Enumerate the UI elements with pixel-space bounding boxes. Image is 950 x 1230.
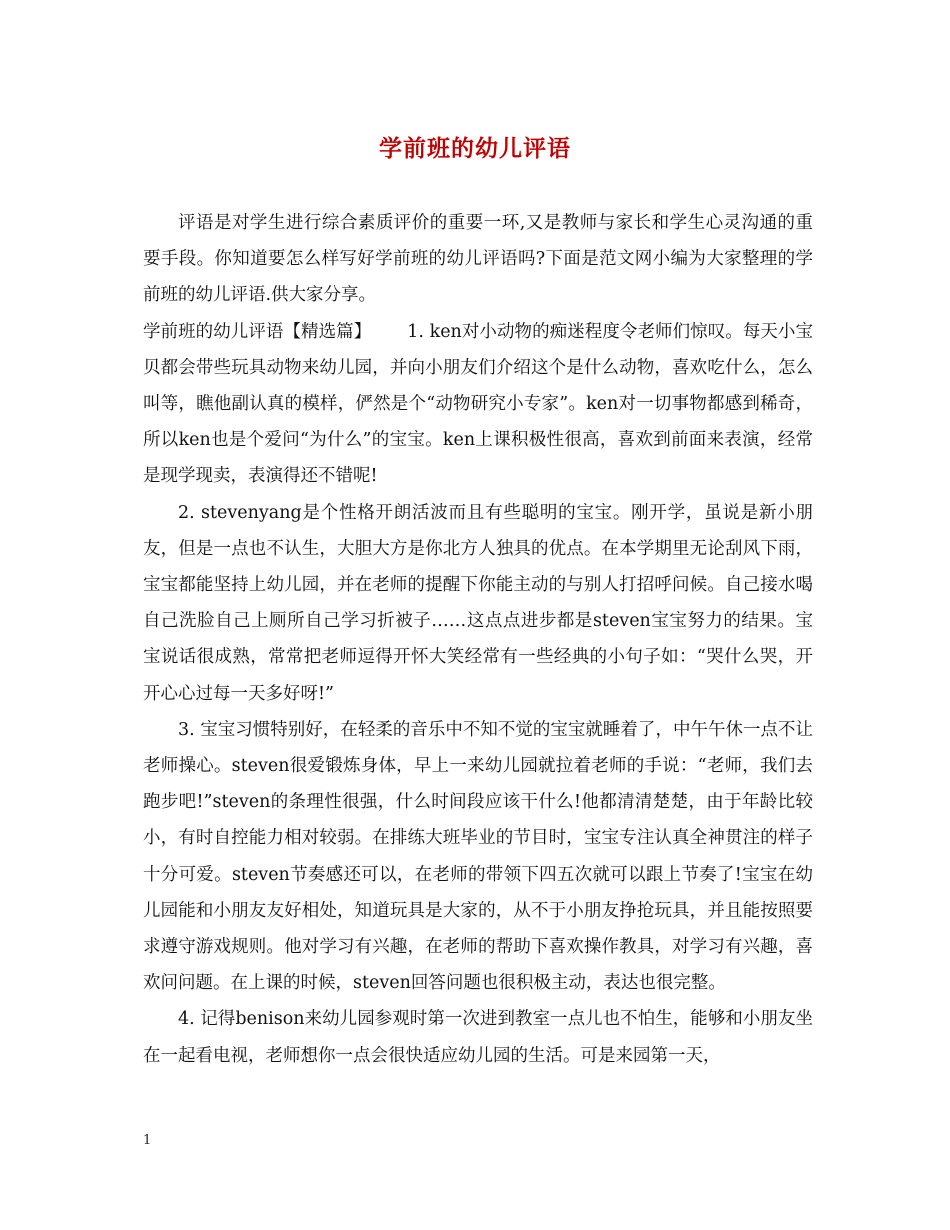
- document-body: [143, 205, 813, 1074]
- page-number: 1: [143, 1133, 152, 1148]
- section-heading: 学前班的幼儿评语【精选篇】: [143, 321, 372, 342]
- intro-paragraph: 评语是对学生进行综合素质评价的重要一环,又是教师与家长和学生心灵沟通的重要手段。你知道要怎么样写好学前班的幼儿评语吗?下面是范文网小编为大家整理的学前班的幼儿评语.供大家分享。: [143, 213, 813, 306]
- paragraph-3: 3. 宝宝习惯特别好，在轻柔的音乐中不知不觉的宝宝就睡着了，中午午休一点不让老师操心。steven很爱锻炼身体，早上一来幼儿园就拉着老师的手说：“老师，我们去跑步吧!”steven的条理性很强，什么时间段应该干什么!他都清清楚楚，由于年龄比较小，有时自控能力相对较弱。在排练大班毕业的节目时，宝宝专注认真全神贯注的样子十分可爱。steven节奏感还可以，在老师的带领下四五次就可以跟上节奏了!宝宝在幼儿园能和小朋友友好相处，知道玩具是大家的，从不于小朋友挣抢玩具，并且能按照要求遵守游戏规则。他对学习有兴趣，在老师的帮助下喜欢操作教具，对学习有兴趣，喜欢问问题。在上课的时候，steven回答问题也很积极主动，表达也很完整。: [143, 719, 813, 994]
- document-title: 学前班的幼儿评语: [379, 135, 571, 162]
- paragraph-2: 2. stevenyang是个性格开朗活波而且有些聪明的宝宝。刚开学，虽说是新小朋友，但是一点也不认生，大胆大方是你北方人独具的优点。在本学期里无论刮风下雨，宝宝都能坚持上幼儿园，并在老师的提醒下你能主动的与别人打招呼问候。自己接水喝自己洗脸自己上厕所自己学习折被子……这点点进步都是steven宝宝努力的结果。宝宝说话很成熟，常常把老师逗得开怀大笑经常有一些经典的小句子如：“哭什么哭，开开心心过每一天多好呀!”: [143, 502, 813, 704]
- paragraph-1: 1. ken对小动物的痴迷程度令老师们惊叹。每天小宝贝都会带些玩具动物来幼儿园，并向小朋友们介绍这个是什么动物，喜欢吃什么，怎么叫等，瞧他副认真的模样，俨然是个“动物研究小专家”。ken对一切事物都感到稀奇，所以ken也是个爱问“为什么”的宝宝。ken上课积极性很高，喜欢到前面来表演，经常是现学现卖，表演得还不错呢!: [143, 321, 813, 487]
- paragraph-4: 4. 记得benison来幼儿园参观时第一次进到教室一点儿也不怕生，能够和小朋友坐在一起看电视，老师想你一点会很快适应幼儿园的生活。可是来园第一天，: [143, 1009, 813, 1066]
- paragraph-1-block: [143, 314, 813, 495]
